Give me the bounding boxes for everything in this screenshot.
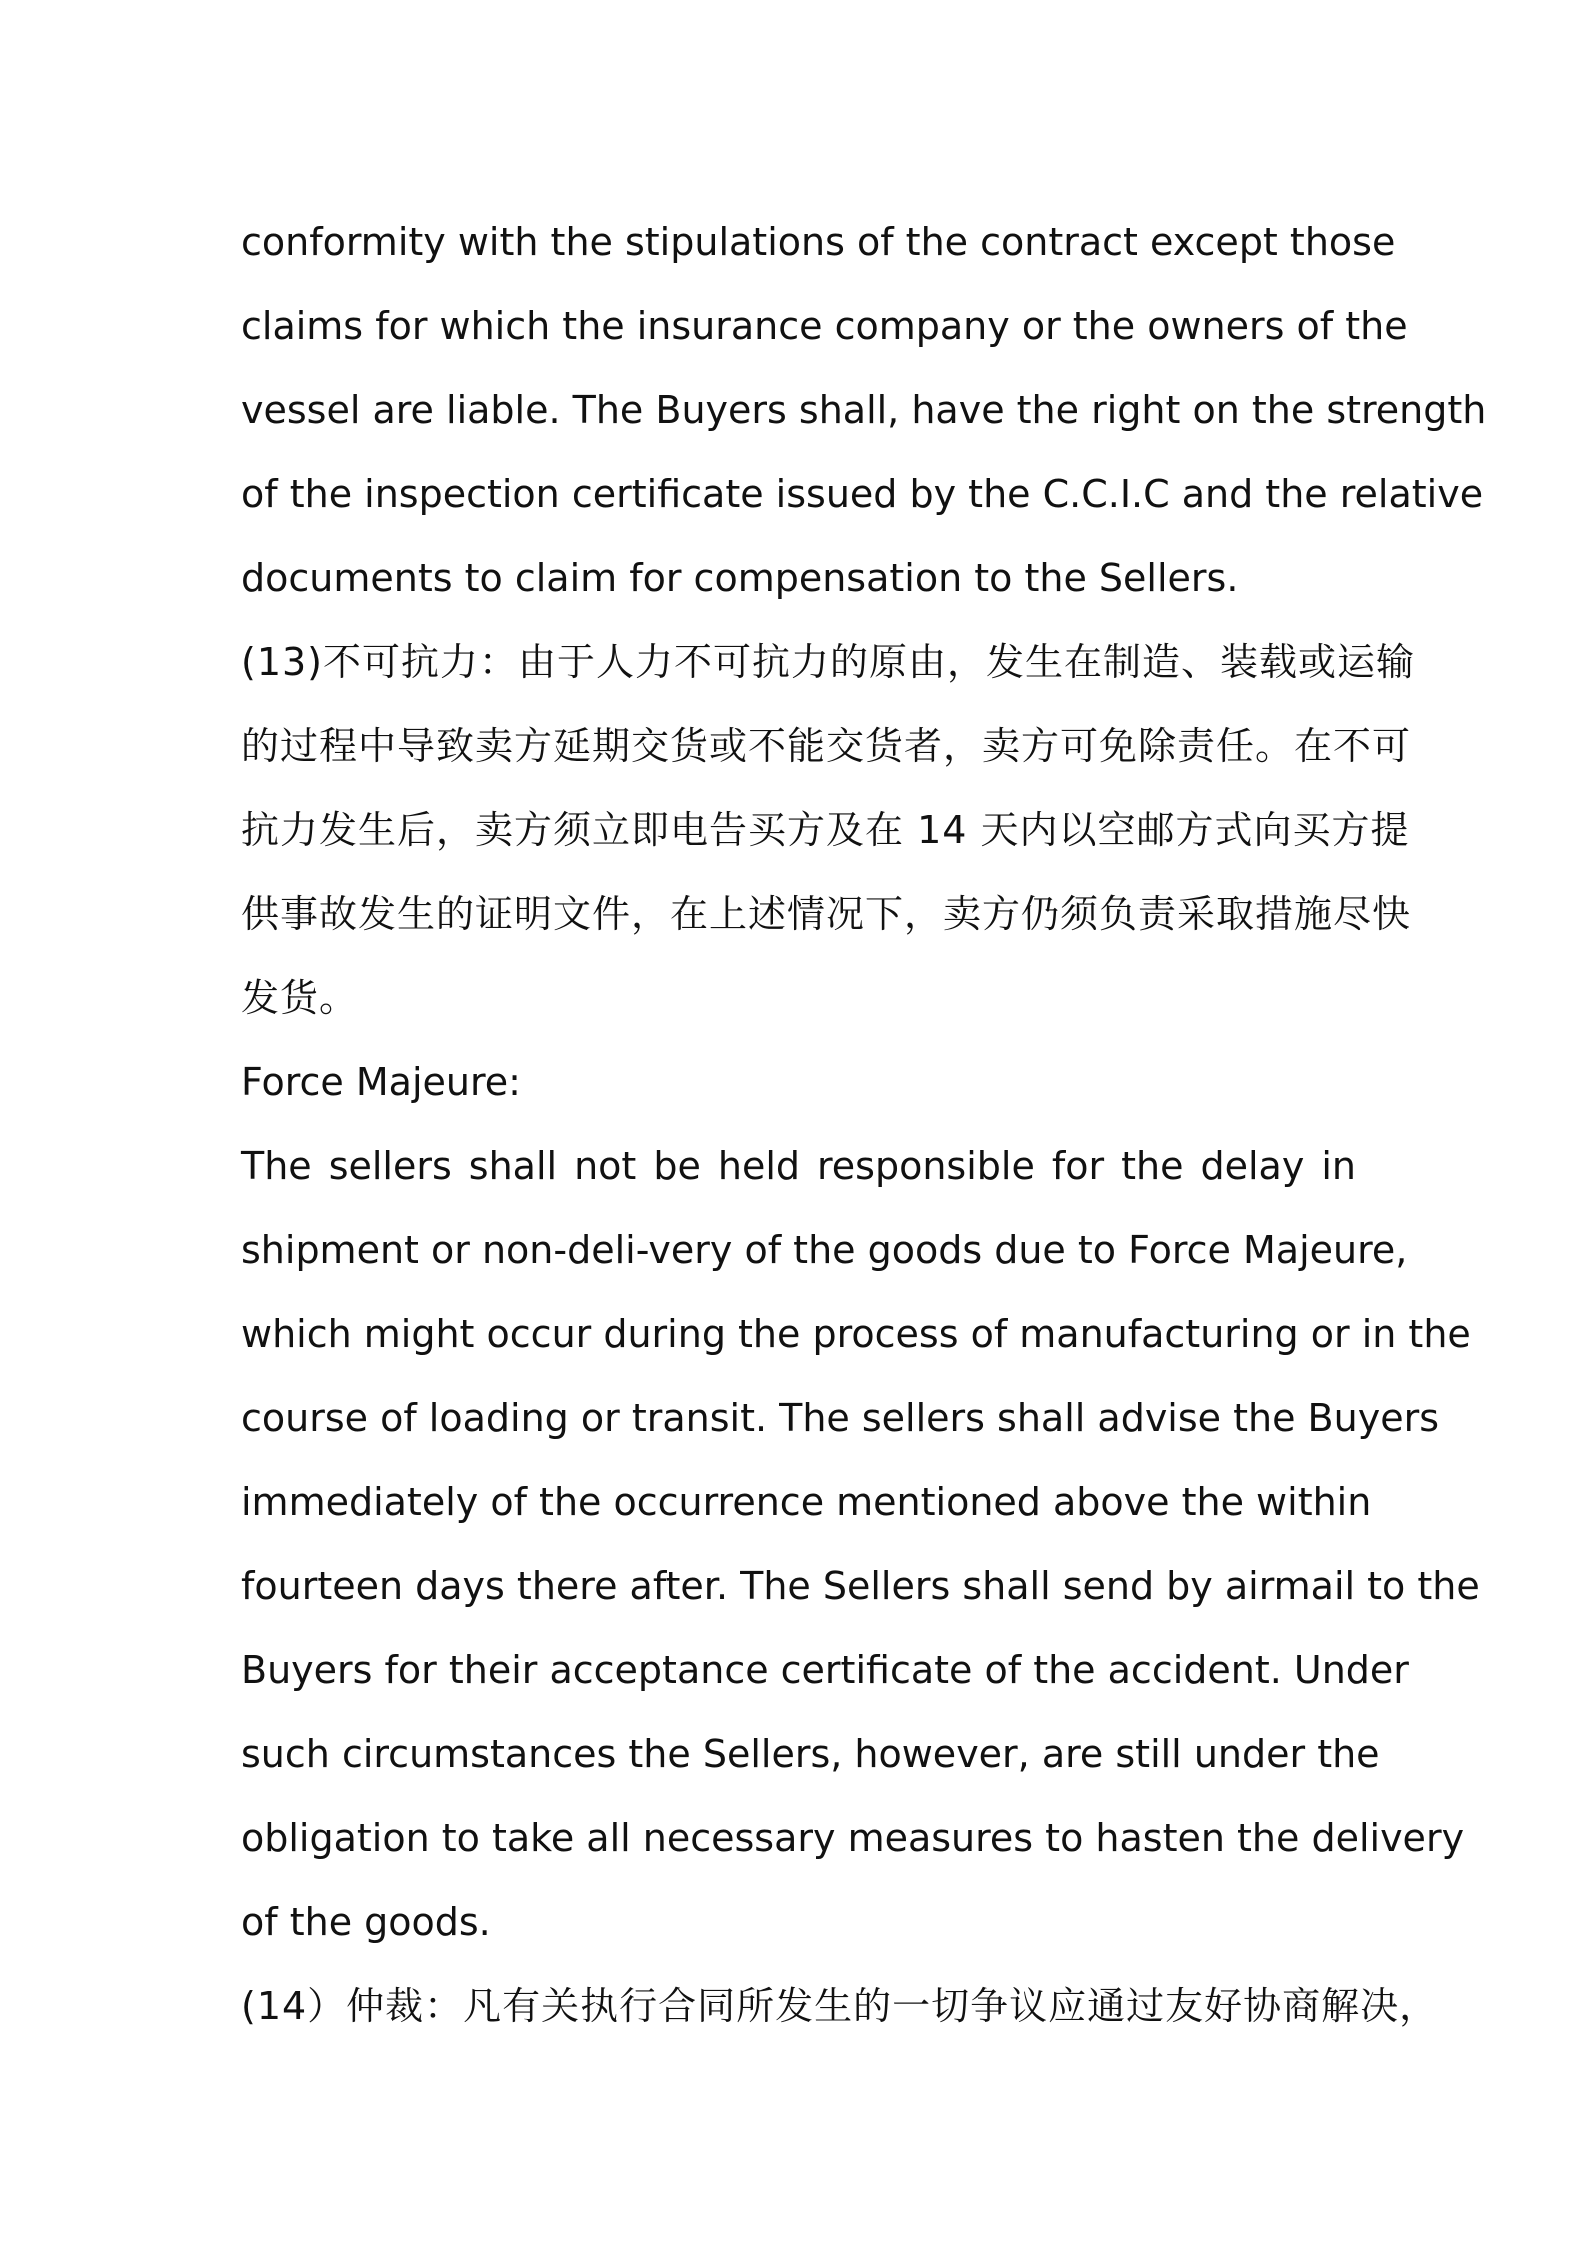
text-line: (13)不可抗力：由于人力不可抗力的原由，发生在制造、装载或运输 [241, 640, 1416, 684]
text-line: 供事故发生的证明文件，在上述情况下，卖方仍须负责采取措施尽快 [241, 892, 1412, 936]
text-line: immediately of the occurrence mentioned above the within [241, 1480, 1372, 1524]
text-line: (14）仲裁：凡有关执行合同所发生的一切争议应通过友好协商解决， [241, 1984, 1439, 2028]
text-line: documents to claim for compensation to the Sellers. [241, 556, 1239, 600]
text-line: such circumstances the Sellers, however, are still under the [241, 1732, 1380, 1776]
text-line: Buyers for their acceptance certificate of the accident. Under [241, 1648, 1409, 1692]
paragraph-clause-13-chinese [241, 620, 1416, 1040]
text-line: 的过程中导致卖方延期交货或不能交货者，卖方可免除责任。在不可 [241, 724, 1412, 768]
section-heading: Force Majeure: [241, 1060, 521, 1104]
text-line: of the inspection certificate issued by the C.C.I.C and the relative [241, 472, 1484, 516]
text-line: fourteen days there after. The Sellers shall send by airmail to the [241, 1564, 1480, 1608]
text-line: vessel are liable. The Buyers shall, have the right on the strength [241, 388, 1487, 432]
text-line: obligation to take all necessary measures to hasten the delivery [241, 1816, 1465, 1860]
text-line: The sellers shall not be held responsible for the delay in [241, 1144, 1356, 1188]
paragraph-clause-14-chinese [241, 1964, 1439, 2048]
text-line: claims for which the insurance company or the owners of the [241, 304, 1408, 348]
text-line: 抗力发生后，卖方须立即电告买方及在 14 天内以空邮方式向买方提 [241, 808, 1410, 852]
text-line: course of loading or transit. The sellers shall advise the Buyers [241, 1396, 1440, 1440]
text-line: shipment or non-deli-very of the goods due to Force Majeure, [241, 1228, 1408, 1272]
paragraph-clause-12-english [241, 200, 1487, 620]
document-page [241, 200, 1487, 2048]
text-line: which might occur during the process of manufacturing or in the [241, 1312, 1471, 1356]
text-line: of the goods. [241, 1900, 491, 1944]
text-line: conformity with the stipulations of the contract except those [241, 220, 1396, 264]
text-line: 发货。 [241, 976, 359, 1020]
paragraph-clause-13-english [241, 1040, 1480, 1964]
